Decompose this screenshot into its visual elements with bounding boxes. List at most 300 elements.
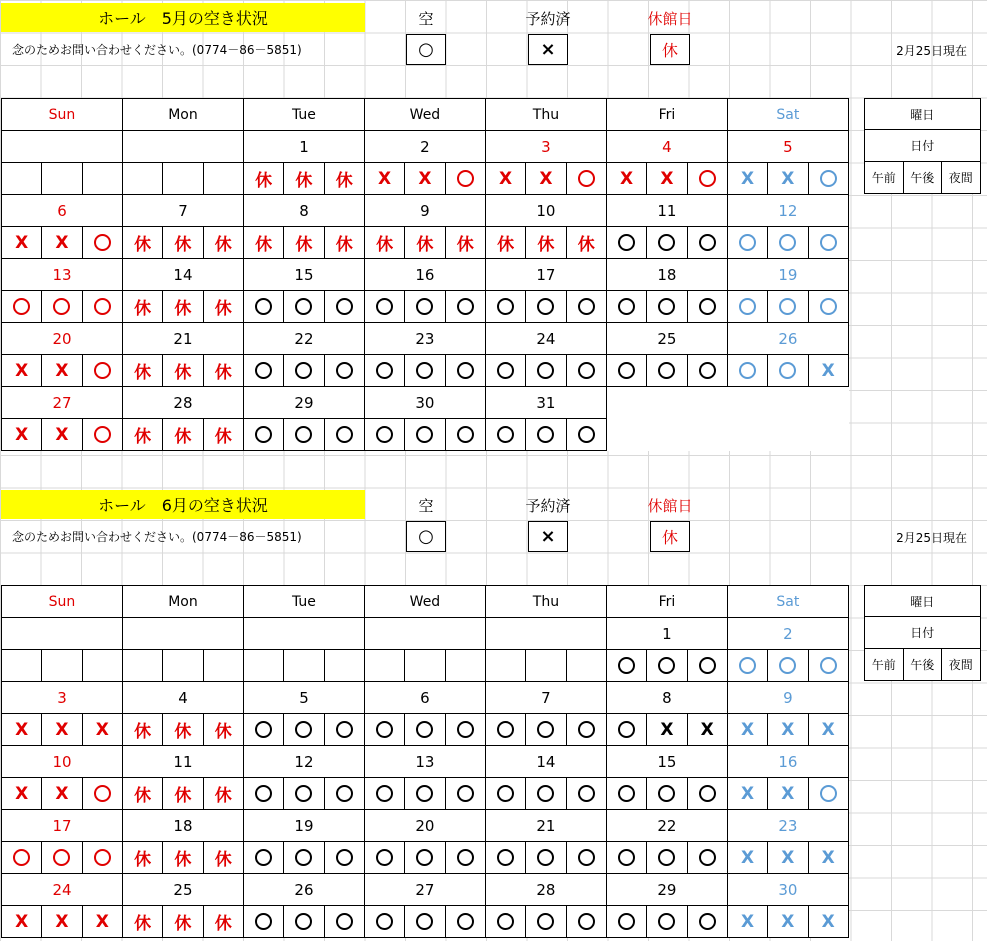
date-cell: 4 (122, 682, 243, 714)
available-circle-icon (416, 298, 433, 315)
slot-available (566, 163, 606, 195)
empty-cell (606, 387, 727, 451)
available-circle-icon (255, 785, 272, 802)
slot-available (566, 714, 606, 746)
available-circle-icon (336, 721, 353, 738)
weekday-tue: Tue (243, 99, 364, 131)
date-cell: 5 (243, 682, 364, 714)
slot-available (808, 163, 848, 195)
slot-available (42, 291, 82, 323)
slot-available (687, 906, 727, 938)
slot-closed: 休 (163, 842, 203, 874)
slot-closed: 休 (203, 842, 243, 874)
available-circle-icon (53, 298, 70, 315)
available-circle-icon (13, 298, 30, 315)
slot-available (243, 419, 283, 451)
slot-closed: 休 (203, 714, 243, 746)
available-circle-icon (416, 849, 433, 866)
slot-available (727, 227, 767, 259)
date-cell: 26 (243, 874, 364, 906)
available-circle-icon (295, 913, 312, 930)
slot-cell (203, 163, 243, 195)
slot-closed: 休 (122, 355, 162, 387)
slot-reserved: X (2, 355, 42, 387)
date-cell: 8 (606, 682, 727, 714)
available-circle-icon (739, 362, 756, 379)
slot-available (284, 842, 324, 874)
available-circle-icon (94, 849, 111, 866)
available-circle-icon (537, 426, 554, 443)
date-cell: 28 (485, 874, 606, 906)
slot-available (364, 906, 404, 938)
available-circle-icon (820, 298, 837, 315)
month-title: ホール 6月の空き状況 (1, 490, 365, 519)
slot-cell (526, 650, 566, 682)
as-of-date: 2月25日現在 (896, 531, 967, 545)
weekday-thu: Thu (485, 99, 606, 131)
slot-available (808, 227, 848, 259)
available-circle-icon (255, 298, 272, 315)
weekday-sun: Sun (2, 99, 123, 131)
slot-closed: 休 (324, 163, 364, 195)
slot-cell (2, 163, 42, 195)
date-cell: 2 (364, 131, 485, 163)
date-cell: 14 (485, 746, 606, 778)
slot-closed: 休 (364, 227, 404, 259)
slot-cell (2, 650, 42, 682)
slot-cell (42, 650, 82, 682)
slot-available (727, 291, 767, 323)
slot-available (42, 842, 82, 874)
weekday-wed: Wed (364, 586, 485, 618)
available-circle-icon (618, 362, 635, 379)
slot-closed: 休 (284, 163, 324, 195)
legend-date: 日付 (865, 617, 981, 649)
legend-reserved-label: 予約済 (525, 10, 571, 28)
available-circle-icon (416, 426, 433, 443)
available-circle-icon (537, 849, 554, 866)
slot-reserved: X (42, 906, 82, 938)
slot-available (485, 419, 525, 451)
slot-closed: 休 (122, 419, 162, 451)
available-circle-icon (779, 298, 796, 315)
slot-available (647, 227, 687, 259)
available-circle-icon (416, 362, 433, 379)
slot-available (566, 419, 606, 451)
available-circle-icon (618, 234, 635, 251)
slot-cell (485, 650, 525, 682)
slot-reserved: X (2, 906, 42, 938)
slot-available (364, 291, 404, 323)
slot-available (405, 419, 445, 451)
slot-available (243, 778, 283, 810)
available-circle-icon (820, 785, 837, 802)
slot-available (82, 778, 122, 810)
available-circle-icon (658, 298, 675, 315)
slot-available (243, 842, 283, 874)
available-circle-icon (497, 426, 514, 443)
date-cell: 14 (122, 259, 243, 291)
date-cell: 1 (243, 131, 364, 163)
slot-closed: 休 (324, 227, 364, 259)
slot-available (526, 714, 566, 746)
available-circle-icon (457, 170, 474, 187)
time-slot-legend (864, 98, 981, 194)
slot-available (485, 842, 525, 874)
slot-available (405, 906, 445, 938)
legend-closed-mark: 休 (650, 521, 690, 552)
calendar-table (1, 98, 849, 451)
slot-closed: 休 (566, 227, 606, 259)
available-circle-icon (497, 849, 514, 866)
slot-available (566, 291, 606, 323)
slot-available (647, 355, 687, 387)
slot-closed: 休 (203, 906, 243, 938)
slot-cell (122, 650, 162, 682)
slot-closed: 休 (122, 291, 162, 323)
slot-available (82, 419, 122, 451)
available-circle-icon (457, 785, 474, 802)
legend-am: 午前 (865, 162, 904, 194)
slot-available (82, 842, 122, 874)
slot-available (445, 291, 485, 323)
available-circle-icon (457, 913, 474, 930)
slot-available (445, 355, 485, 387)
date-cell: 16 (727, 746, 848, 778)
available-circle-icon (658, 785, 675, 802)
slot-available (606, 906, 646, 938)
available-circle-icon (53, 849, 70, 866)
date-cell: 3 (485, 131, 606, 163)
slot-available (243, 291, 283, 323)
date-cell: 16 (364, 259, 485, 291)
slot-reserved: X (42, 778, 82, 810)
available-circle-icon (376, 785, 393, 802)
slot-available (405, 842, 445, 874)
available-circle-icon (658, 849, 675, 866)
available-circle-icon (618, 657, 635, 674)
legend-free-mark: ○ (406, 521, 446, 552)
available-circle-icon (295, 721, 312, 738)
available-circle-icon (336, 426, 353, 443)
slot-closed: 休 (203, 291, 243, 323)
slot-available (566, 355, 606, 387)
available-circle-icon (658, 234, 675, 251)
available-circle-icon (255, 426, 272, 443)
slot-cell (203, 650, 243, 682)
date-cell: 18 (606, 259, 727, 291)
date-cell: 12 (243, 746, 364, 778)
slot-reserved: X (768, 163, 808, 195)
date-cell: 10 (485, 195, 606, 227)
available-circle-icon (295, 849, 312, 866)
slot-available (606, 355, 646, 387)
legend-closed-mark: 休 (650, 34, 690, 65)
slot-closed: 休 (163, 778, 203, 810)
slot-available (727, 355, 767, 387)
available-circle-icon (336, 298, 353, 315)
slot-available (82, 227, 122, 259)
slot-closed: 休 (203, 778, 243, 810)
slot-reserved: X (808, 906, 848, 938)
slot-available (284, 778, 324, 810)
available-circle-icon (416, 913, 433, 930)
slot-available (526, 419, 566, 451)
empty-cell (727, 387, 848, 451)
slot-available (243, 906, 283, 938)
slot-available (405, 714, 445, 746)
slot-available (445, 714, 485, 746)
slot-closed: 休 (122, 842, 162, 874)
date-cell (122, 131, 243, 163)
date-cell: 6 (2, 195, 123, 227)
slot-available (768, 227, 808, 259)
date-cell: 29 (243, 387, 364, 419)
date-cell (243, 618, 364, 650)
slot-available (687, 778, 727, 810)
date-cell: 19 (727, 259, 848, 291)
slot-available (526, 906, 566, 938)
slot-cell (566, 650, 606, 682)
legend-free-mark: ○ (406, 34, 446, 65)
slot-available (445, 419, 485, 451)
slot-available (687, 163, 727, 195)
slot-reserved: X (808, 714, 848, 746)
slot-cell (163, 650, 203, 682)
slot-available (445, 778, 485, 810)
slot-available (687, 842, 727, 874)
date-cell: 25 (122, 874, 243, 906)
slot-available (606, 650, 646, 682)
available-circle-icon (578, 298, 595, 315)
date-cell: 20 (364, 810, 485, 842)
slot-cell (284, 650, 324, 682)
date-cell: 9 (727, 682, 848, 714)
slot-closed: 休 (163, 291, 203, 323)
date-cell: 24 (2, 874, 123, 906)
date-cell: 30 (364, 387, 485, 419)
available-circle-icon (497, 362, 514, 379)
available-circle-icon (618, 849, 635, 866)
slot-available (606, 227, 646, 259)
available-circle-icon (537, 785, 554, 802)
slot-reserved: X (768, 906, 808, 938)
as-of-date: 2月25日現在 (896, 44, 967, 58)
available-circle-icon (497, 298, 514, 315)
slot-reserved: X (727, 906, 767, 938)
slot-closed: 休 (243, 163, 283, 195)
slot-available (606, 291, 646, 323)
available-circle-icon (537, 362, 554, 379)
legend-am: 午前 (865, 649, 904, 681)
slot-available (405, 778, 445, 810)
slot-reserved: X (42, 419, 82, 451)
date-cell: 11 (606, 195, 727, 227)
weekday-wed: Wed (364, 99, 485, 131)
available-circle-icon (820, 657, 837, 674)
slot-closed: 休 (445, 227, 485, 259)
available-circle-icon (376, 362, 393, 379)
slot-closed: 休 (163, 714, 203, 746)
available-circle-icon (699, 785, 716, 802)
contact-notice: 念のためお問い合わせください。(0774－86－5851) (12, 529, 302, 544)
slot-reserved: X (768, 714, 808, 746)
slot-closed: 休 (163, 355, 203, 387)
available-circle-icon (820, 234, 837, 251)
slot-available (2, 842, 42, 874)
slot-reserved: X (727, 842, 767, 874)
available-circle-icon (699, 234, 716, 251)
slot-available (324, 419, 364, 451)
available-circle-icon (578, 170, 595, 187)
available-circle-icon (658, 913, 675, 930)
slot-closed: 休 (122, 778, 162, 810)
available-circle-icon (537, 913, 554, 930)
date-cell: 31 (485, 387, 606, 419)
date-cell: 1 (606, 618, 727, 650)
weekday-sun: Sun (2, 586, 123, 618)
available-circle-icon (699, 298, 716, 315)
legend-pm: 午後 (903, 649, 942, 681)
slot-closed: 休 (243, 227, 283, 259)
slot-cell (445, 650, 485, 682)
available-circle-icon (376, 913, 393, 930)
slot-cell (122, 163, 162, 195)
slot-closed: 休 (526, 227, 566, 259)
available-circle-icon (578, 785, 595, 802)
calendar-table (1, 585, 849, 938)
slot-available (445, 163, 485, 195)
available-circle-icon (699, 849, 716, 866)
slot-available (647, 778, 687, 810)
slot-available (606, 778, 646, 810)
slot-closed: 休 (203, 419, 243, 451)
slot-available (324, 842, 364, 874)
available-circle-icon (699, 170, 716, 187)
available-circle-icon (94, 426, 111, 443)
slot-reserved: X (727, 778, 767, 810)
date-cell: 29 (606, 874, 727, 906)
legend-free-label: 空 (418, 497, 434, 515)
date-cell: 7 (122, 195, 243, 227)
legend-reserved-mark: × (528, 34, 568, 65)
slot-reserved: X (485, 163, 525, 195)
available-circle-icon (295, 362, 312, 379)
available-circle-icon (376, 721, 393, 738)
slot-cell (82, 650, 122, 682)
slot-available (284, 419, 324, 451)
available-circle-icon (779, 657, 796, 674)
date-cell: 10 (2, 746, 123, 778)
slot-closed: 休 (163, 419, 203, 451)
available-circle-icon (618, 785, 635, 802)
slot-closed: 休 (203, 227, 243, 259)
slot-available (284, 714, 324, 746)
slot-reserved: X (42, 714, 82, 746)
available-circle-icon (295, 785, 312, 802)
weekday-tue: Tue (243, 586, 364, 618)
slot-closed: 休 (163, 227, 203, 259)
slot-available (768, 650, 808, 682)
slot-available (808, 778, 848, 810)
date-cell: 5 (727, 131, 848, 163)
slot-available (768, 355, 808, 387)
slot-reserved: X (364, 163, 404, 195)
slot-reserved: X (768, 778, 808, 810)
date-cell: 2 (727, 618, 848, 650)
date-cell: 17 (485, 259, 606, 291)
available-circle-icon (336, 913, 353, 930)
slot-available (243, 355, 283, 387)
date-cell: 26 (727, 323, 848, 355)
slot-closed: 休 (485, 227, 525, 259)
slot-available (606, 714, 646, 746)
slot-available (485, 291, 525, 323)
date-cell: 4 (606, 131, 727, 163)
weekday-sat: Sat (727, 586, 848, 618)
available-circle-icon (578, 426, 595, 443)
available-circle-icon (94, 298, 111, 315)
slot-available (324, 291, 364, 323)
available-circle-icon (699, 657, 716, 674)
slot-available (647, 650, 687, 682)
slot-available (364, 714, 404, 746)
available-circle-icon (699, 913, 716, 930)
date-cell: 22 (243, 323, 364, 355)
slot-reserved: X (2, 778, 42, 810)
slot-reserved: X (808, 355, 848, 387)
date-cell: 13 (364, 746, 485, 778)
slot-available (324, 906, 364, 938)
date-cell (122, 618, 243, 650)
available-circle-icon (94, 785, 111, 802)
legend-reserved-mark: × (528, 521, 568, 552)
slot-cell (324, 650, 364, 682)
date-cell: 22 (606, 810, 727, 842)
slot-available (284, 291, 324, 323)
slot-available (566, 906, 606, 938)
slot-available (687, 650, 727, 682)
slot-available (687, 355, 727, 387)
slot-available (727, 650, 767, 682)
date-cell: 11 (122, 746, 243, 778)
legend-date: 日付 (865, 130, 981, 162)
legend-night: 夜間 (942, 162, 981, 194)
date-cell: 9 (364, 195, 485, 227)
date-cell: 3 (2, 682, 123, 714)
date-cell: 23 (727, 810, 848, 842)
available-circle-icon (13, 849, 30, 866)
available-circle-icon (497, 785, 514, 802)
available-circle-icon (295, 426, 312, 443)
available-circle-icon (820, 170, 837, 187)
date-cell: 28 (122, 387, 243, 419)
slot-closed: 休 (163, 906, 203, 938)
slot-available (606, 842, 646, 874)
slot-reserved: X (526, 163, 566, 195)
available-circle-icon (336, 849, 353, 866)
slot-available (445, 842, 485, 874)
date-cell: 27 (364, 874, 485, 906)
slot-closed: 休 (405, 227, 445, 259)
slot-cell (163, 163, 203, 195)
slot-available (647, 906, 687, 938)
slot-available (2, 291, 42, 323)
slot-closed: 休 (203, 355, 243, 387)
slot-reserved: X (42, 227, 82, 259)
slot-available (485, 714, 525, 746)
date-cell (2, 131, 123, 163)
